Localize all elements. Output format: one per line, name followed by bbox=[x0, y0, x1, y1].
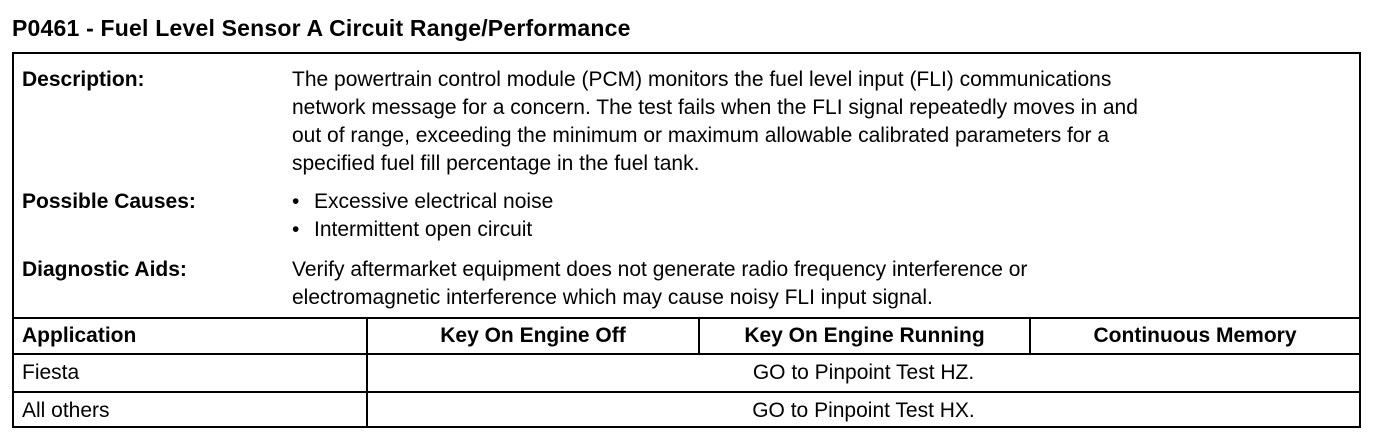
cause-item: • Excessive electrical noise bbox=[292, 188, 553, 216]
description-label: Description: bbox=[22, 68, 145, 91]
page-title: P0461 - Fuel Level Sensor A Circuit Range/Performance bbox=[12, 15, 631, 41]
diagnostic-aids-text bbox=[292, 256, 1027, 312]
table-row-application: Fiesta bbox=[22, 361, 80, 384]
header-key-on-engine-off: Key On Engine Off bbox=[440, 324, 626, 347]
table-top-border bbox=[14, 317, 1359, 319]
row-divider bbox=[14, 391, 1359, 393]
table-row-application: All others bbox=[22, 399, 110, 422]
possible-causes-list bbox=[292, 188, 553, 244]
header-key-on-engine-running: Key On Engine Running bbox=[744, 324, 985, 347]
dtc-info-box bbox=[12, 52, 1361, 428]
description-line: out of range, exceeding the minimum or maximum allowable calibrated parameters for a bbox=[292, 124, 1110, 147]
cause-item: • Intermittent open circuit bbox=[292, 216, 553, 244]
description-line: The powertrain control module (PCM) monitors the fuel level input (FLI) communications bbox=[292, 68, 1112, 91]
header-bottom-border bbox=[14, 353, 1359, 355]
diagnostic-aids-label: Diagnostic Aids: bbox=[22, 258, 187, 281]
description-text bbox=[292, 66, 1138, 178]
diagnostic-aids-line: Verify aftermarket equipment does not generate radio frequency interference or bbox=[292, 258, 1028, 281]
possible-causes-label: Possible Causes: bbox=[22, 190, 196, 213]
header-continuous-memory: Continuous Memory bbox=[1093, 324, 1297, 347]
description-line: network message for a concern. The test fails when the FLI signal repeatedly moves in and bbox=[292, 96, 1138, 119]
header-application: Application bbox=[22, 324, 137, 347]
table-row-action: GO to Pinpoint Test HX. bbox=[752, 399, 975, 422]
table-row-action: GO to Pinpoint Test HZ. bbox=[752, 361, 975, 384]
diagnostic-aids-line: electromagnetic interference which may cause noisy FLI input signal. bbox=[292, 286, 933, 309]
description-line: specified fuel fill percentage in the fuel tank. bbox=[292, 152, 700, 175]
